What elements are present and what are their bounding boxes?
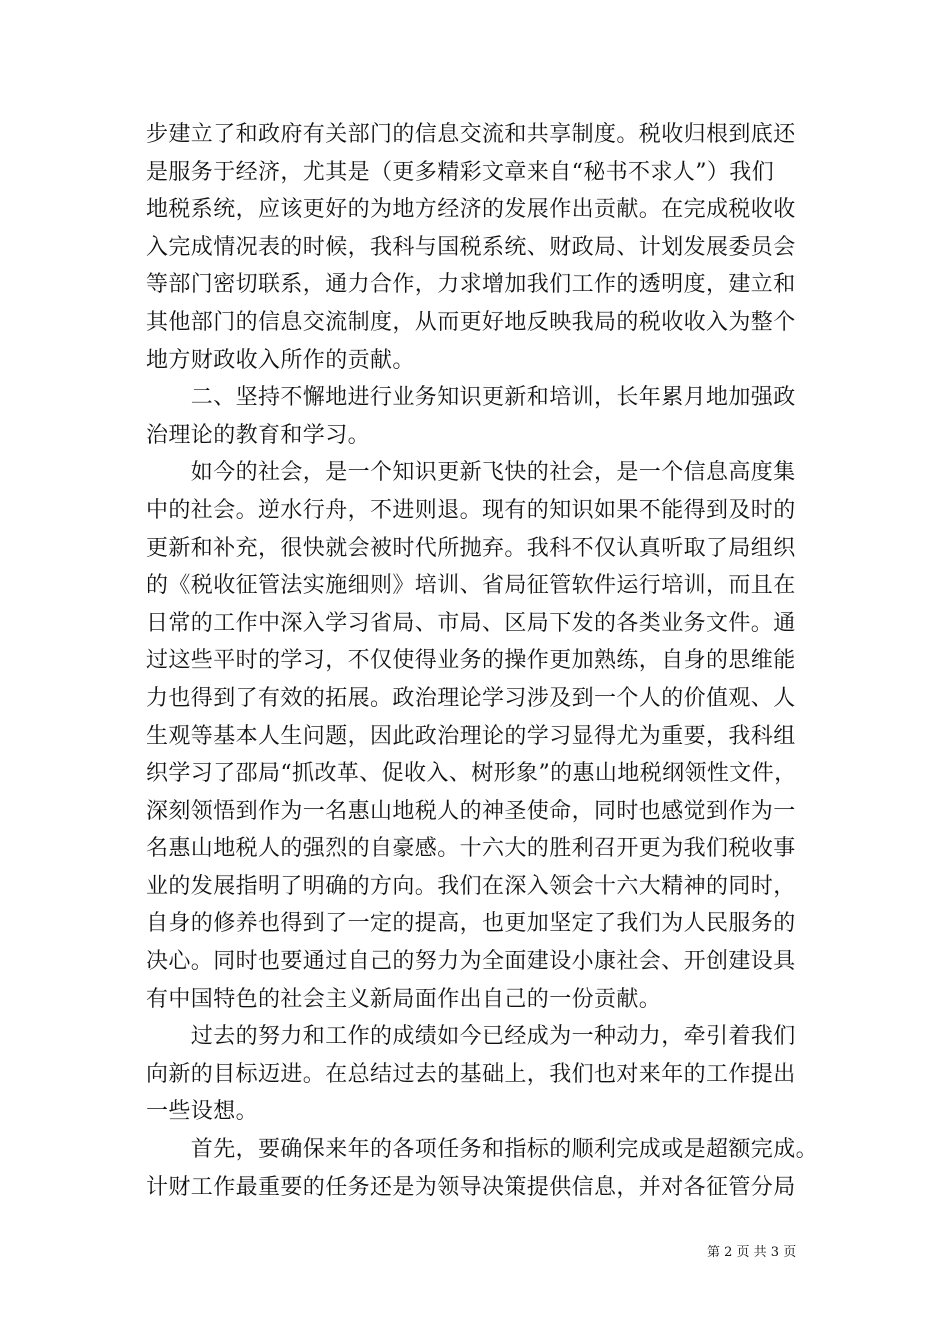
text-line: 的《税收征管法实施细则》培训、省局征管软件运行培训，而且在 xyxy=(146,573,796,599)
text-line: 是服务于经济，尤其是（更多精彩文章来自“秘书不求人”）我们 xyxy=(146,159,775,185)
text-line: 过这些平时的学习，不仅使得业务的操作更加熟练，自身的思维能 xyxy=(146,648,796,674)
text-line: 等部门密切联系，通力合作，力求增加我们工作的透明度，建立和 xyxy=(146,272,796,298)
text-line: 中的社会。逆水行舟，不进则退。现有的知识如果不能得到及时的 xyxy=(146,497,796,523)
page-footer: 第 2 页 共 3 页 xyxy=(707,1245,797,1260)
paragraph xyxy=(146,1018,826,1131)
text-line: 有中国特色的社会主义新局面作出自己的一份贡献。 xyxy=(146,986,662,1012)
text-line: 步建立了和政府有关部门的信息交流和共享制度。税收归根到底还 xyxy=(146,122,796,147)
text-line: 地税系统，应该更好的为地方经济的发展作出贡献。在完成税收收 xyxy=(146,197,796,223)
text-line: 深刻领悟到作为一名惠山地税人的神圣使命，同时也感觉到作为一 xyxy=(146,798,796,824)
text-line: 日常的工作中深入学习省局、市局、区局下发的各类业务文件。通 xyxy=(146,610,796,636)
text-line: 自身的修养也得到了一定的提高，也更加坚定了我们为人民服务的 xyxy=(146,911,796,937)
text-line: 计财工作最重要的任务还是为领导决策提供信息，并对各征管分局 xyxy=(146,1174,796,1200)
text-line: 如今的社会，是一个知识更新飞快的社会，是一个信息高度集 xyxy=(146,460,796,486)
text-line: 生观等基本人生问题，因此政治理论的学习显得尤为重要，我科组 xyxy=(146,723,796,749)
text-line: 过去的努力和工作的成绩如今已经成为一种动力，牵引着我们 xyxy=(146,1024,796,1050)
text-line: 决心。同时也要通过自己的努力为全面建设小康社会、开创建设具 xyxy=(146,949,796,975)
text-line: 力也得到了有效的拓展。政治理论学习涉及到一个人的价值观、人 xyxy=(146,685,796,711)
text-line: 一些设想。 xyxy=(146,1099,259,1125)
paragraph xyxy=(146,116,826,379)
text-line: 名惠山地税人的强烈的自豪感。十六大的胜利召开更为我们税收事 xyxy=(146,836,796,862)
text-line: 织学习了邵局“抓改革、促收入、树形象”的惠山地税纲领性文件， xyxy=(146,761,797,787)
document-body xyxy=(146,116,826,1206)
text-line: 治理论的教育和学习。 xyxy=(146,422,371,448)
text-line: 向新的目标迈进。在总结过去的基础上，我们也对来年的工作提出 xyxy=(146,1061,796,1087)
text-line: 其他部门的信息交流制度，从而更好地反映我局的税收收入为整个 xyxy=(146,309,796,335)
text-line: 地方财政收入所作的贡献。 xyxy=(146,347,415,373)
paragraph xyxy=(146,379,826,454)
text-line: 二、坚持不懈地进行业务知识更新和培训，长年累月地加强政 xyxy=(146,385,796,411)
text-line: 更新和补充，很快就会被时代所抛弃。我科不仅认真听取了局组织 xyxy=(146,535,796,561)
paragraph xyxy=(146,454,826,1018)
text-line: 首先，要确保来年的各项任务和指标的顺利完成或是超额完成。 xyxy=(146,1137,819,1163)
paragraph xyxy=(146,1131,826,1206)
text-line: 业的发展指明了明确的方向。我们在深入领会十六大精神的同时， xyxy=(146,873,796,899)
text-line: 入完成情况表的时候，我科与国税系统、财政局、计划发展委员会 xyxy=(146,234,796,260)
